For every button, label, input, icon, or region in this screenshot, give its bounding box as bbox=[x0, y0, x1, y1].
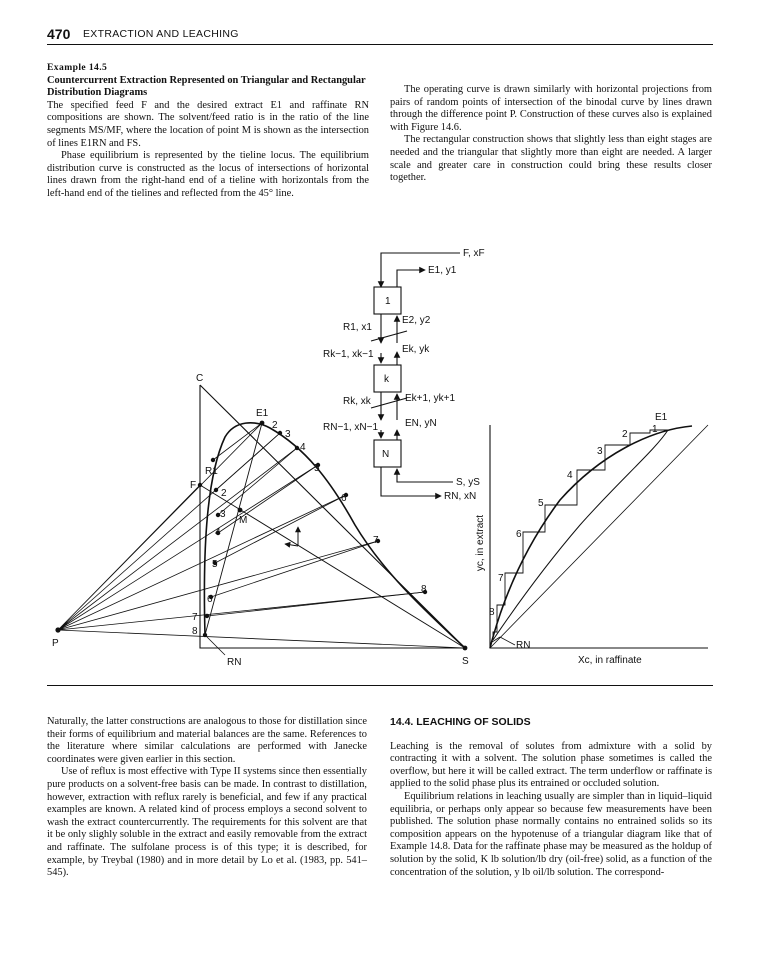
label-e1-rect: E1 bbox=[655, 412, 668, 423]
label-en: EN, yN bbox=[405, 418, 437, 429]
label-ek1: Ek+1, yk+1 bbox=[405, 393, 456, 404]
label-step-6: 6 bbox=[516, 529, 522, 540]
label-step-4: 4 bbox=[567, 470, 573, 481]
body-left-column bbox=[47, 716, 367, 880]
rectangular-labels bbox=[475, 412, 668, 666]
label-rn-rect: RN bbox=[516, 640, 531, 651]
label-left-3: 3 bbox=[220, 509, 226, 520]
label-step-3: 3 bbox=[597, 446, 603, 457]
label-left-4: 4 bbox=[215, 527, 221, 538]
left-paragraph-2: Use of reflux is most effective with Type II systems since then essentially pure products on a solvent-free basis can be made. In contrast to distillation, however, extraction with reflux rarely is beneficial, and few if any practical examples are known. A related kind of process employs a second solvent to wash the extract countercurrently. The requirements for this solvent are that it be only slighly soluble in the extract and easily removable from the extract and raffinate. The sulfolane process is of this type; it is described, for example, by Treybal (1980) and in more detail by Lo et al. (1983, pp. 541–545). bbox=[47, 766, 367, 879]
example-paragraph-4: The rectangular construction shows that slightly less than eight stages are needed and the triangular that slightly more than eight are needed. A larger scale and greater care in construction could bring these results closer together. bbox=[390, 134, 712, 184]
rect-xlabel: Xc, in raffinate bbox=[578, 655, 642, 666]
label-step-2: 2 bbox=[622, 429, 628, 440]
label-e2: E2, y2 bbox=[402, 315, 431, 326]
label-ek: Ek, yk bbox=[402, 344, 430, 355]
label-left-2: 2 bbox=[221, 488, 227, 499]
label-f-tri: F bbox=[190, 480, 197, 491]
page-number: 470 bbox=[47, 26, 71, 42]
label-rk: Rk, xk bbox=[343, 396, 371, 407]
right-paragraph-1: Leaching is the removal of solutes from admixture with a solid by contracting it with a solvent. The solution phase sometimes is called the overflow, but here it will be called extract. The term underflow or raffinate is applied to the solid phase plus its entrained or occluded solution. bbox=[390, 740, 712, 790]
label-right-6: 6 bbox=[341, 493, 347, 504]
example-right-column bbox=[390, 84, 712, 185]
label-m: M bbox=[239, 515, 248, 526]
label-rn-tri: RN bbox=[227, 657, 242, 668]
example-label: Example 14.5 bbox=[47, 62, 108, 73]
label-right-8: 8 bbox=[421, 584, 427, 595]
label-feed: F, xF bbox=[463, 248, 485, 259]
label-left-6: 6 bbox=[207, 594, 213, 605]
rectangular-diagram bbox=[490, 425, 708, 648]
label-step-8: 8 bbox=[489, 607, 495, 618]
label-rn: RN, xN bbox=[444, 491, 477, 502]
figure-bottom-rule bbox=[47, 685, 713, 686]
label-stage-k: k bbox=[384, 374, 389, 385]
label-right-3: 3 bbox=[285, 429, 291, 440]
label-e1: E1, y1 bbox=[428, 265, 457, 276]
cascade-labels bbox=[323, 248, 485, 502]
label-right-2: 2 bbox=[272, 420, 278, 431]
left-paragraph-1: Naturally, the latter constructions are analogous to those for distillation since their forms of equilibrium and material balances are the same. References to the literature where similar calculations are performed with Janecke coordinates were given earlier in this section. bbox=[47, 716, 367, 765]
label-step-5: 5 bbox=[538, 498, 544, 509]
label-p: P bbox=[52, 638, 59, 649]
binodal-curve bbox=[204, 423, 465, 648]
label-step-7: 7 bbox=[498, 573, 504, 584]
label-r1-tri: R1 bbox=[205, 466, 218, 477]
p-lines bbox=[58, 423, 465, 648]
body-right-column bbox=[390, 716, 712, 879]
line-e1-rn bbox=[205, 423, 262, 635]
example-left-column bbox=[47, 62, 369, 201]
example-title: Countercurrent Extraction Represented on Triangular and Rectangular Distribution Diagrams bbox=[47, 74, 366, 99]
running-title: EXTRACTION AND LEACHING bbox=[83, 28, 239, 40]
label-step-1: 1 bbox=[652, 424, 658, 435]
label-stage-n: N bbox=[382, 449, 390, 460]
label-right-7: 7 bbox=[373, 535, 379, 546]
label-left-7: 7 bbox=[192, 612, 198, 623]
label-stage-1: 1 bbox=[385, 296, 391, 307]
figure-14-5 bbox=[0, 236, 758, 676]
page-header bbox=[47, 24, 713, 45]
label-left-8: 8 bbox=[192, 626, 198, 637]
label-right-4: 4 bbox=[300, 442, 306, 453]
rect-ylabel: yc, in extract bbox=[475, 514, 486, 572]
label-rk-1: Rk−1, xk−1 bbox=[323, 349, 374, 360]
example-paragraph-3: The operating curve is drawn similarly with horizontal projections from pairs of random points of intersection of the binodal curve by lines drawn through the difference point P. Construction of these curves also is explained with Figure 14.6. bbox=[390, 84, 712, 133]
label-r1: R1, x1 bbox=[343, 322, 372, 333]
label-s: S bbox=[462, 656, 469, 667]
label-e1-tri: E1 bbox=[256, 408, 269, 419]
section-heading: 14.4. LEACHING OF SOLIDS bbox=[390, 716, 531, 728]
label-left-5: 5 bbox=[212, 559, 218, 570]
label-c: C bbox=[196, 373, 204, 384]
example-paragraph-1: The specified feed F and the desired extract E1 and raffinate RN compositions are shown. The solvent/feed ratio is in the ratio of the line segments MS/MF, where the location of point M is shown as the intersection of lines E1RN and FS. bbox=[47, 99, 369, 149]
right-paragraph-2: Equilibrium relations in leaching usually are simpler than in liquid–liquid equilibria, or perhaps only appear so because few measurements have been published. The solution phase normally contains no entrained solids so its composition appears on the hypotenuse of a triangular diagram like that of Example 14.8. Data for the raffinate phase may be measured as the holdup of solution by the solid, K lb solution/lb dry (oil-free) solid, as a function of the concentration of the solution, y lb oil/lb solution. The correspond- bbox=[390, 790, 712, 878]
label-solvent: S, yS bbox=[456, 477, 480, 488]
label-right-5: 5 bbox=[314, 463, 320, 474]
example-paragraph-2: Phase equilibrium is represented by the tieline locus. The equilibrium distribution curve is constructed as the locus of intersections of horizontal lines drawn from the right-hand end of a tieline with horizontals from the left-hand end of the tielines and reflected from the 45° line. bbox=[47, 150, 369, 199]
label-rn-1: RN−1, xN−1 bbox=[323, 422, 379, 433]
